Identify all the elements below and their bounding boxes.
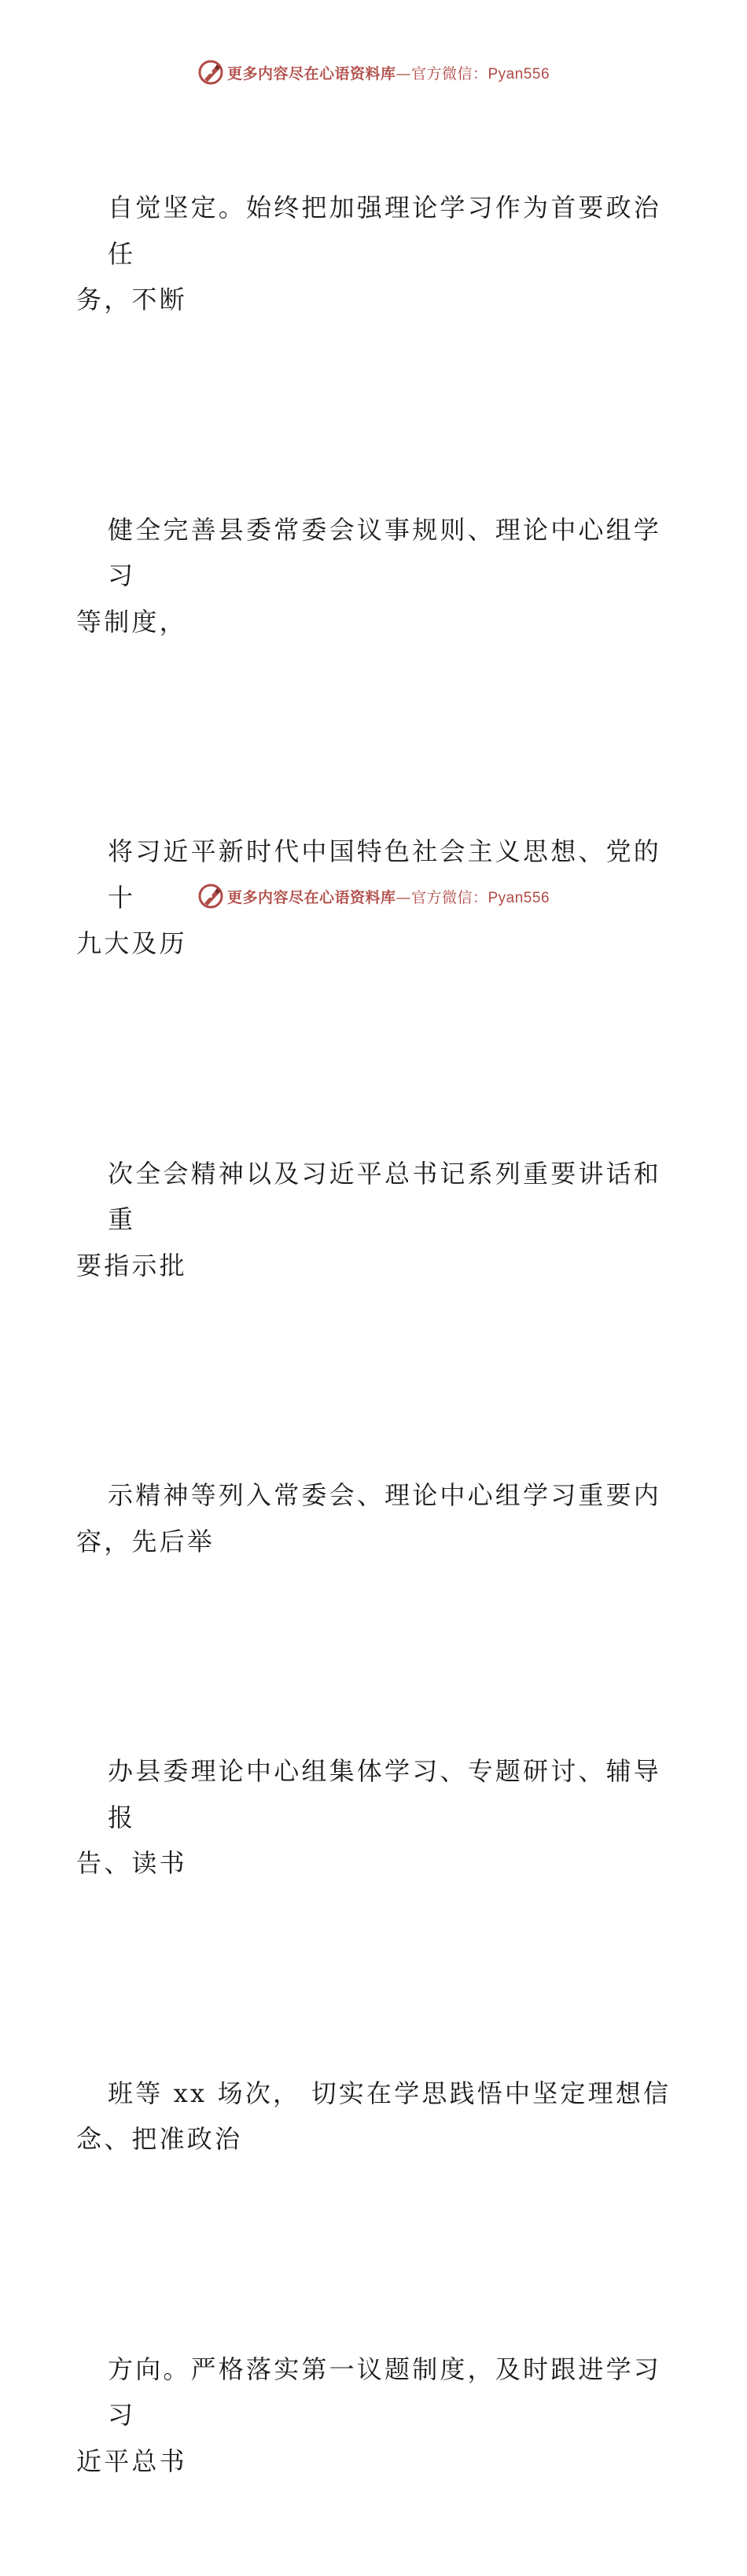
paragraph-continuation: 九大及历 bbox=[76, 921, 682, 967]
paragraph-continuation: 告、读书 bbox=[76, 1840, 682, 1887]
pen-circle-logo-icon bbox=[197, 883, 224, 910]
paragraph bbox=[76, 2254, 682, 2576]
banner-separator: — bbox=[396, 889, 412, 906]
banner-contact-text: 官方微信：Pyan556 bbox=[411, 66, 550, 83]
paragraph-continuation: 容，先后举 bbox=[76, 1519, 682, 1565]
paragraph bbox=[76, 1656, 682, 1979]
banner-separator: — bbox=[396, 65, 412, 83]
pen-circle-logo-icon bbox=[197, 59, 224, 86]
paragraph-continuation: 念、把准政治 bbox=[76, 2116, 682, 2163]
paragraph-first-line: 示精神等列入常委会、理论中心组学习重要内 bbox=[76, 1472, 682, 1519]
paragraph bbox=[76, 415, 682, 737]
paragraph bbox=[76, 1380, 682, 1656]
paragraph-first-line: 健全完善县委常委会议事规则、理论中心组学习 bbox=[76, 507, 682, 599]
paragraph-first-line: 自觉坚定。始终把加强理论学习作为首要政治任 bbox=[76, 185, 682, 277]
banner-main-text: 更多内容尽在心语资料库 bbox=[227, 65, 396, 83]
paragraph-first-line: 次全会精神以及习近平总书记系列重要讲话和重 bbox=[76, 1151, 682, 1243]
paragraph-continuation: 近平总书 bbox=[76, 2438, 682, 2485]
document-body bbox=[76, 93, 682, 2576]
paragraph-first-line: 班等 xx 场次， 切实在学思践悟中坚定理想信 bbox=[76, 2071, 682, 2117]
paragraph bbox=[76, 93, 682, 415]
paragraph-first-line: 办县委理论中心组集体学习、专题研讨、辅导报 bbox=[76, 1748, 682, 1840]
header-banner bbox=[0, 57, 747, 88]
paragraph-continuation: 等制度， bbox=[76, 599, 682, 645]
paragraph-first-line: 方向。严格落实第一议题制度，及时跟进学习习 bbox=[76, 2346, 682, 2438]
paragraph-continuation: 务，不断 bbox=[76, 277, 682, 323]
banner-text bbox=[227, 62, 550, 83]
banner-main-text: 更多内容尽在心语资料库 bbox=[227, 889, 396, 906]
footer-banner bbox=[0, 880, 747, 912]
paragraph bbox=[76, 1059, 682, 1381]
banner-contact-text: 官方微信：Pyan556 bbox=[411, 890, 550, 906]
paragraph-continuation: 要指示批 bbox=[76, 1243, 682, 1289]
paragraph-first-line: 将习近平新时代中国特色社会主义思想、党的十 bbox=[76, 829, 682, 921]
banner-text bbox=[227, 886, 550, 907]
paragraph bbox=[76, 1979, 682, 2254]
